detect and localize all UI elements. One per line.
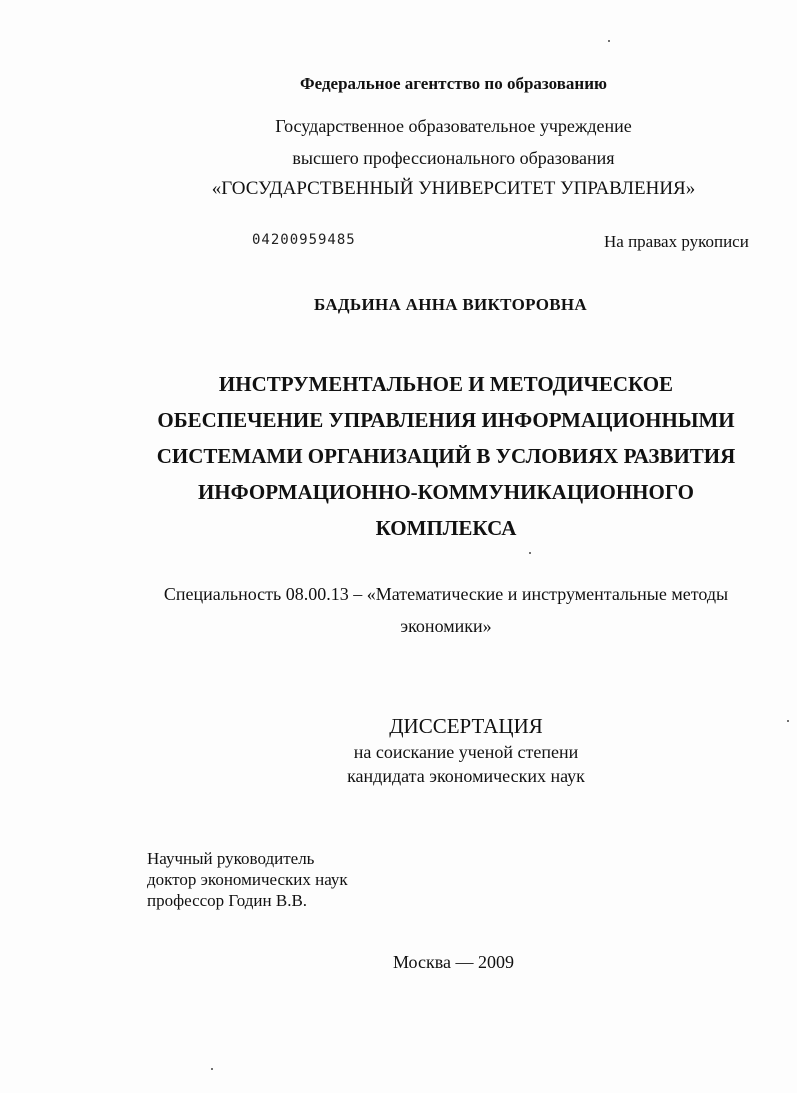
dissertation-title (140, 366, 752, 546)
scan-speck (608, 40, 610, 42)
scan-speck (787, 720, 789, 722)
scan-speck (211, 1068, 213, 1070)
title-line: ИНСТРУМЕНТАЛЬНОЕ И МЕТОДИЧЕСКОЕ (218, 372, 674, 396)
specialty-line: экономики» (400, 616, 492, 636)
scan-speck (529, 552, 531, 554)
title-line: ИНФОРМАЦИОННО-КОММУНИКАЦИОННОГО (197, 480, 695, 504)
dissertation-heading: ДИССЕРТАЦИЯ (389, 714, 543, 738)
title-line: КОМПЛЕКСА (375, 516, 517, 540)
dissertation-block (240, 712, 692, 788)
place-year: Москва — 2009 (393, 952, 514, 972)
institution-level: высшего профессионального образования (292, 148, 615, 168)
advisor-line: Научный руководитель (147, 849, 315, 868)
specialty-line: Специальность 08.00.13 – «Математические и инструментальные методы (163, 584, 729, 604)
degree-line: на соискание ученой степени (353, 742, 579, 762)
agency-name: Федеральное агентство по образованию (300, 74, 607, 93)
advisor-line: доктор экономических наук (147, 870, 348, 889)
author-name: БАДЬИНА АННА ВИКТОРОВНА (314, 295, 587, 314)
rights-note: На правах рукописи (604, 232, 749, 251)
title-line: СИСТЕМАМИ ОРГАНИЗАЦИЙ В УСЛОВИЯХ РАЗВИТИЯ (156, 444, 736, 468)
catalog-code: 04200959485 (252, 232, 356, 248)
institution-type: Государственное образовательное учреждение (275, 116, 632, 136)
title-line: ОБЕСПЕЧЕНИЕ УПРАВЛЕНИЯ ИНФОРМАЦИОННЫМИ (157, 408, 735, 432)
university-name: «ГОСУДАРСТВЕННЫЙ УНИВЕРСИТЕТ УПРАВЛЕНИЯ» (211, 178, 696, 199)
advisor-block (147, 848, 348, 911)
degree-line: кандидата экономических наук (347, 766, 585, 786)
advisor-line: профессор Годин В.В. (147, 891, 308, 910)
specialty (140, 578, 752, 642)
